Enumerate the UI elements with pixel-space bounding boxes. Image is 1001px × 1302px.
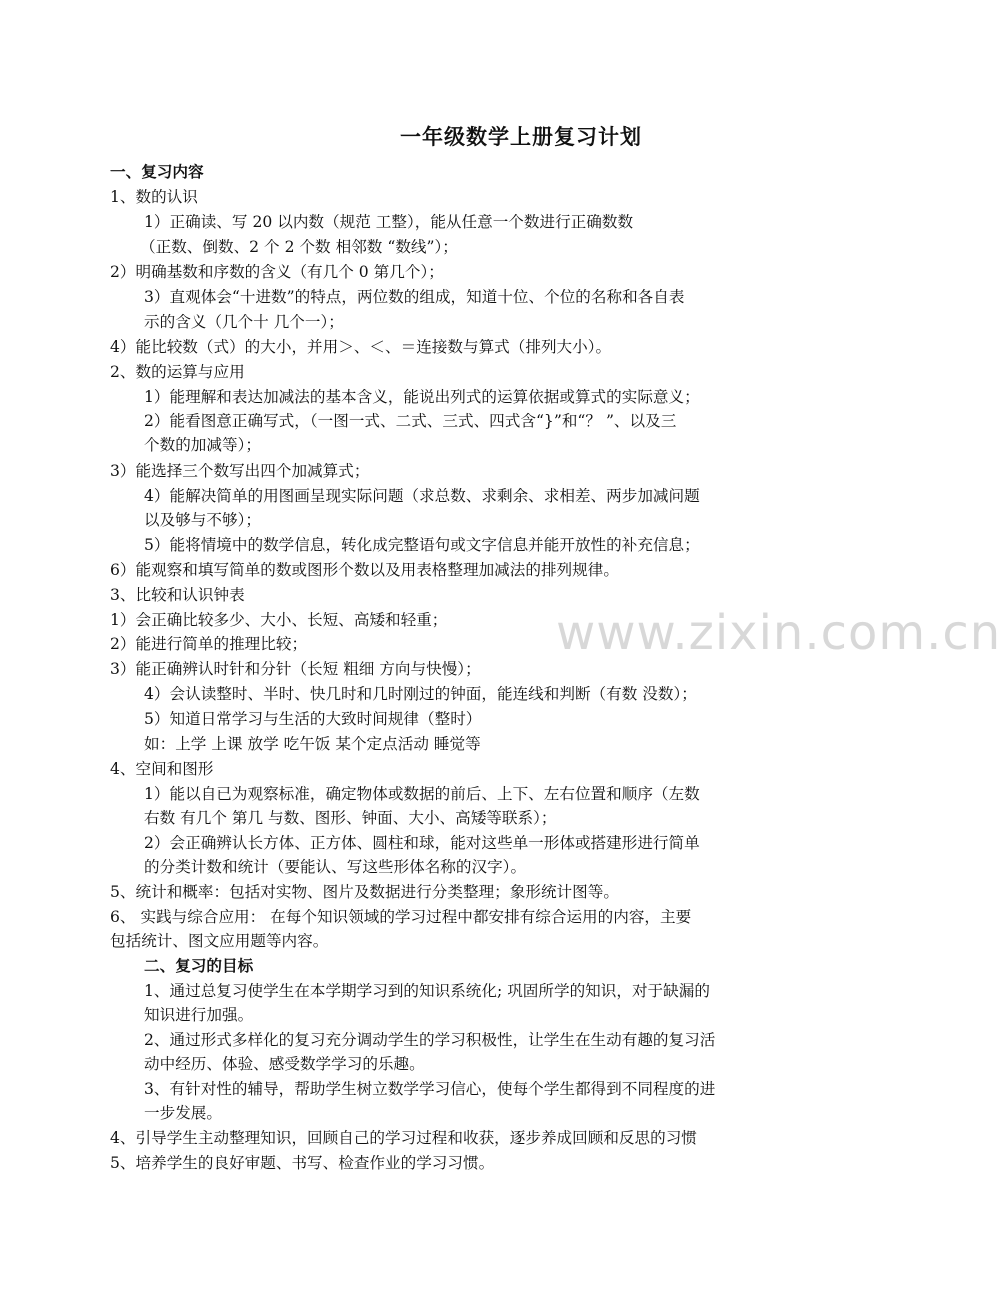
list-item: 1）会正确比较多少、大小、长短、高矮和轻重；	[110, 611, 448, 629]
goal-item-continuation: 一步发展。	[144, 1104, 222, 1122]
list-item-continuation: 右数 有几个 第几 与数、图形、钟面、大小、高矮等联系）；	[144, 809, 557, 827]
paragraph-continuation: 包括统计、图文应用题等内容。	[110, 932, 329, 950]
subsection-heading: 5、统计和概率：包括对实物、图片及数据进行分类整理；象形统计图等。	[110, 883, 619, 901]
goal-item: 5、培养学生的良好审题、书写、检查作业的学习习惯。	[110, 1154, 495, 1172]
goal-item: 2、通过形式多样化的复习充分调动学生的学习积极性，让学生在生动有趣的复习活	[144, 1031, 716, 1049]
list-item: 2）会正确辨认长方体、正方体、圆柱和球，能对这些单一形体或搭建形进行简单	[144, 834, 700, 852]
list-item: 2）明确基数和序数的含义（有几个 0 第几个）；	[110, 263, 444, 281]
subsection-heading: 4、空间和图形	[110, 760, 214, 778]
list-item-continuation: （正数、倒数、2 个 2 个数 相邻数 “数线”）；	[140, 238, 458, 256]
list-item-continuation: 以及够与不够）；	[144, 511, 261, 529]
subsection-heading: 2、数的运算与应用	[110, 363, 245, 381]
list-item: 1）能以自已为观察标准，确定物体或数据的前后、上下、左右位置和顺序（左数	[144, 785, 700, 803]
list-item: 4）会认读整时、半时、快几时和几时刚过的钟面，能连线和判断（有数 没数）；	[144, 685, 697, 703]
goal-item-continuation: 动中经历、体验、感受数学学习的乐趣。	[144, 1055, 425, 1073]
list-item: 2）能进行简单的推理比较；	[110, 635, 308, 653]
section-heading-content: 一、复习内容	[110, 163, 204, 181]
subsection-heading: 6、 实践与综合应用： 在每个知识领域的学习过程中都安排有综合运用的内容，主要	[110, 908, 692, 926]
goal-item-continuation: 知识进行加强。	[144, 1006, 254, 1024]
goal-item: 4、引导学生主动整理知识，回顾自己的学习过程和收获，逐步养成回顾和反思的习惯	[110, 1129, 697, 1147]
list-item: 4）能比较数（式）的大小，并用＞、＜、＝连接数与算式（排列大小）。	[110, 338, 612, 356]
list-item: 6）能观察和填写简单的数或图形个数以及用表格整理加减法的排列规律。	[110, 561, 619, 579]
subsection-heading: 1、数的认识	[110, 188, 198, 206]
list-item: 4）能解决简单的用图画呈现实际问题（求总数、求剩余、求相差、两步加减问题	[144, 487, 700, 505]
list-item: 3）直观体会“十进数”的特点，两位数的组成，知道十位、个位的名称和各自表	[144, 288, 685, 306]
goal-item: 3、有针对性的辅导，帮助学生树立数学学习信心，使每个学生都得到不同程度的进	[144, 1080, 716, 1098]
example-line: 如：上学 上课 放学 吃午饭 某个定点活动 睡觉等	[144, 735, 481, 753]
list-item: 5）能将情境中的数学信息，转化成完整语句或文字信息并能开放性的补充信息；	[144, 536, 700, 554]
page-title: 一年级数学上册复习计划	[400, 125, 642, 149]
list-item: 1）正确读、写 20 以内数（规范 工整），能从任意一个数进行正确数数	[144, 213, 634, 231]
list-item: 5）知道日常学习与生活的大致时间规律（整时）	[144, 710, 482, 728]
list-item: 3）能正确辨认时针和分针（长短 粗细 方向与快慢）；	[110, 660, 481, 678]
watermark-text: www.zixin.com.cn	[556, 605, 1001, 661]
list-item: 1）能理解和表达加减法的基本含义，能说出列式的运算依据或算式的实际意义；	[144, 388, 700, 406]
subsection-heading: 3、比较和认识钟表	[110, 586, 245, 604]
list-item-continuation: 的分类计数和统计（要能认、写这些形体名称的汉字）。	[144, 858, 527, 876]
list-item: 3）能选择三个数写出四个加减算式；	[110, 462, 370, 480]
list-item-continuation: 个数的加减等）；	[144, 436, 261, 454]
list-item-continuation: 示的含义（几个十 几个一）；	[144, 313, 344, 331]
goal-item: 1、通过总复习使学生在本学期学习到的知识系统化; 巩固所学的知识，对于缺漏的	[144, 982, 710, 1000]
section-heading-goals: 二、复习的目标	[144, 957, 254, 975]
list-item: 2）能看图意正确写式，（一图一式、二式、三式、四式含“}”和“？ ”、以及三	[144, 412, 677, 430]
